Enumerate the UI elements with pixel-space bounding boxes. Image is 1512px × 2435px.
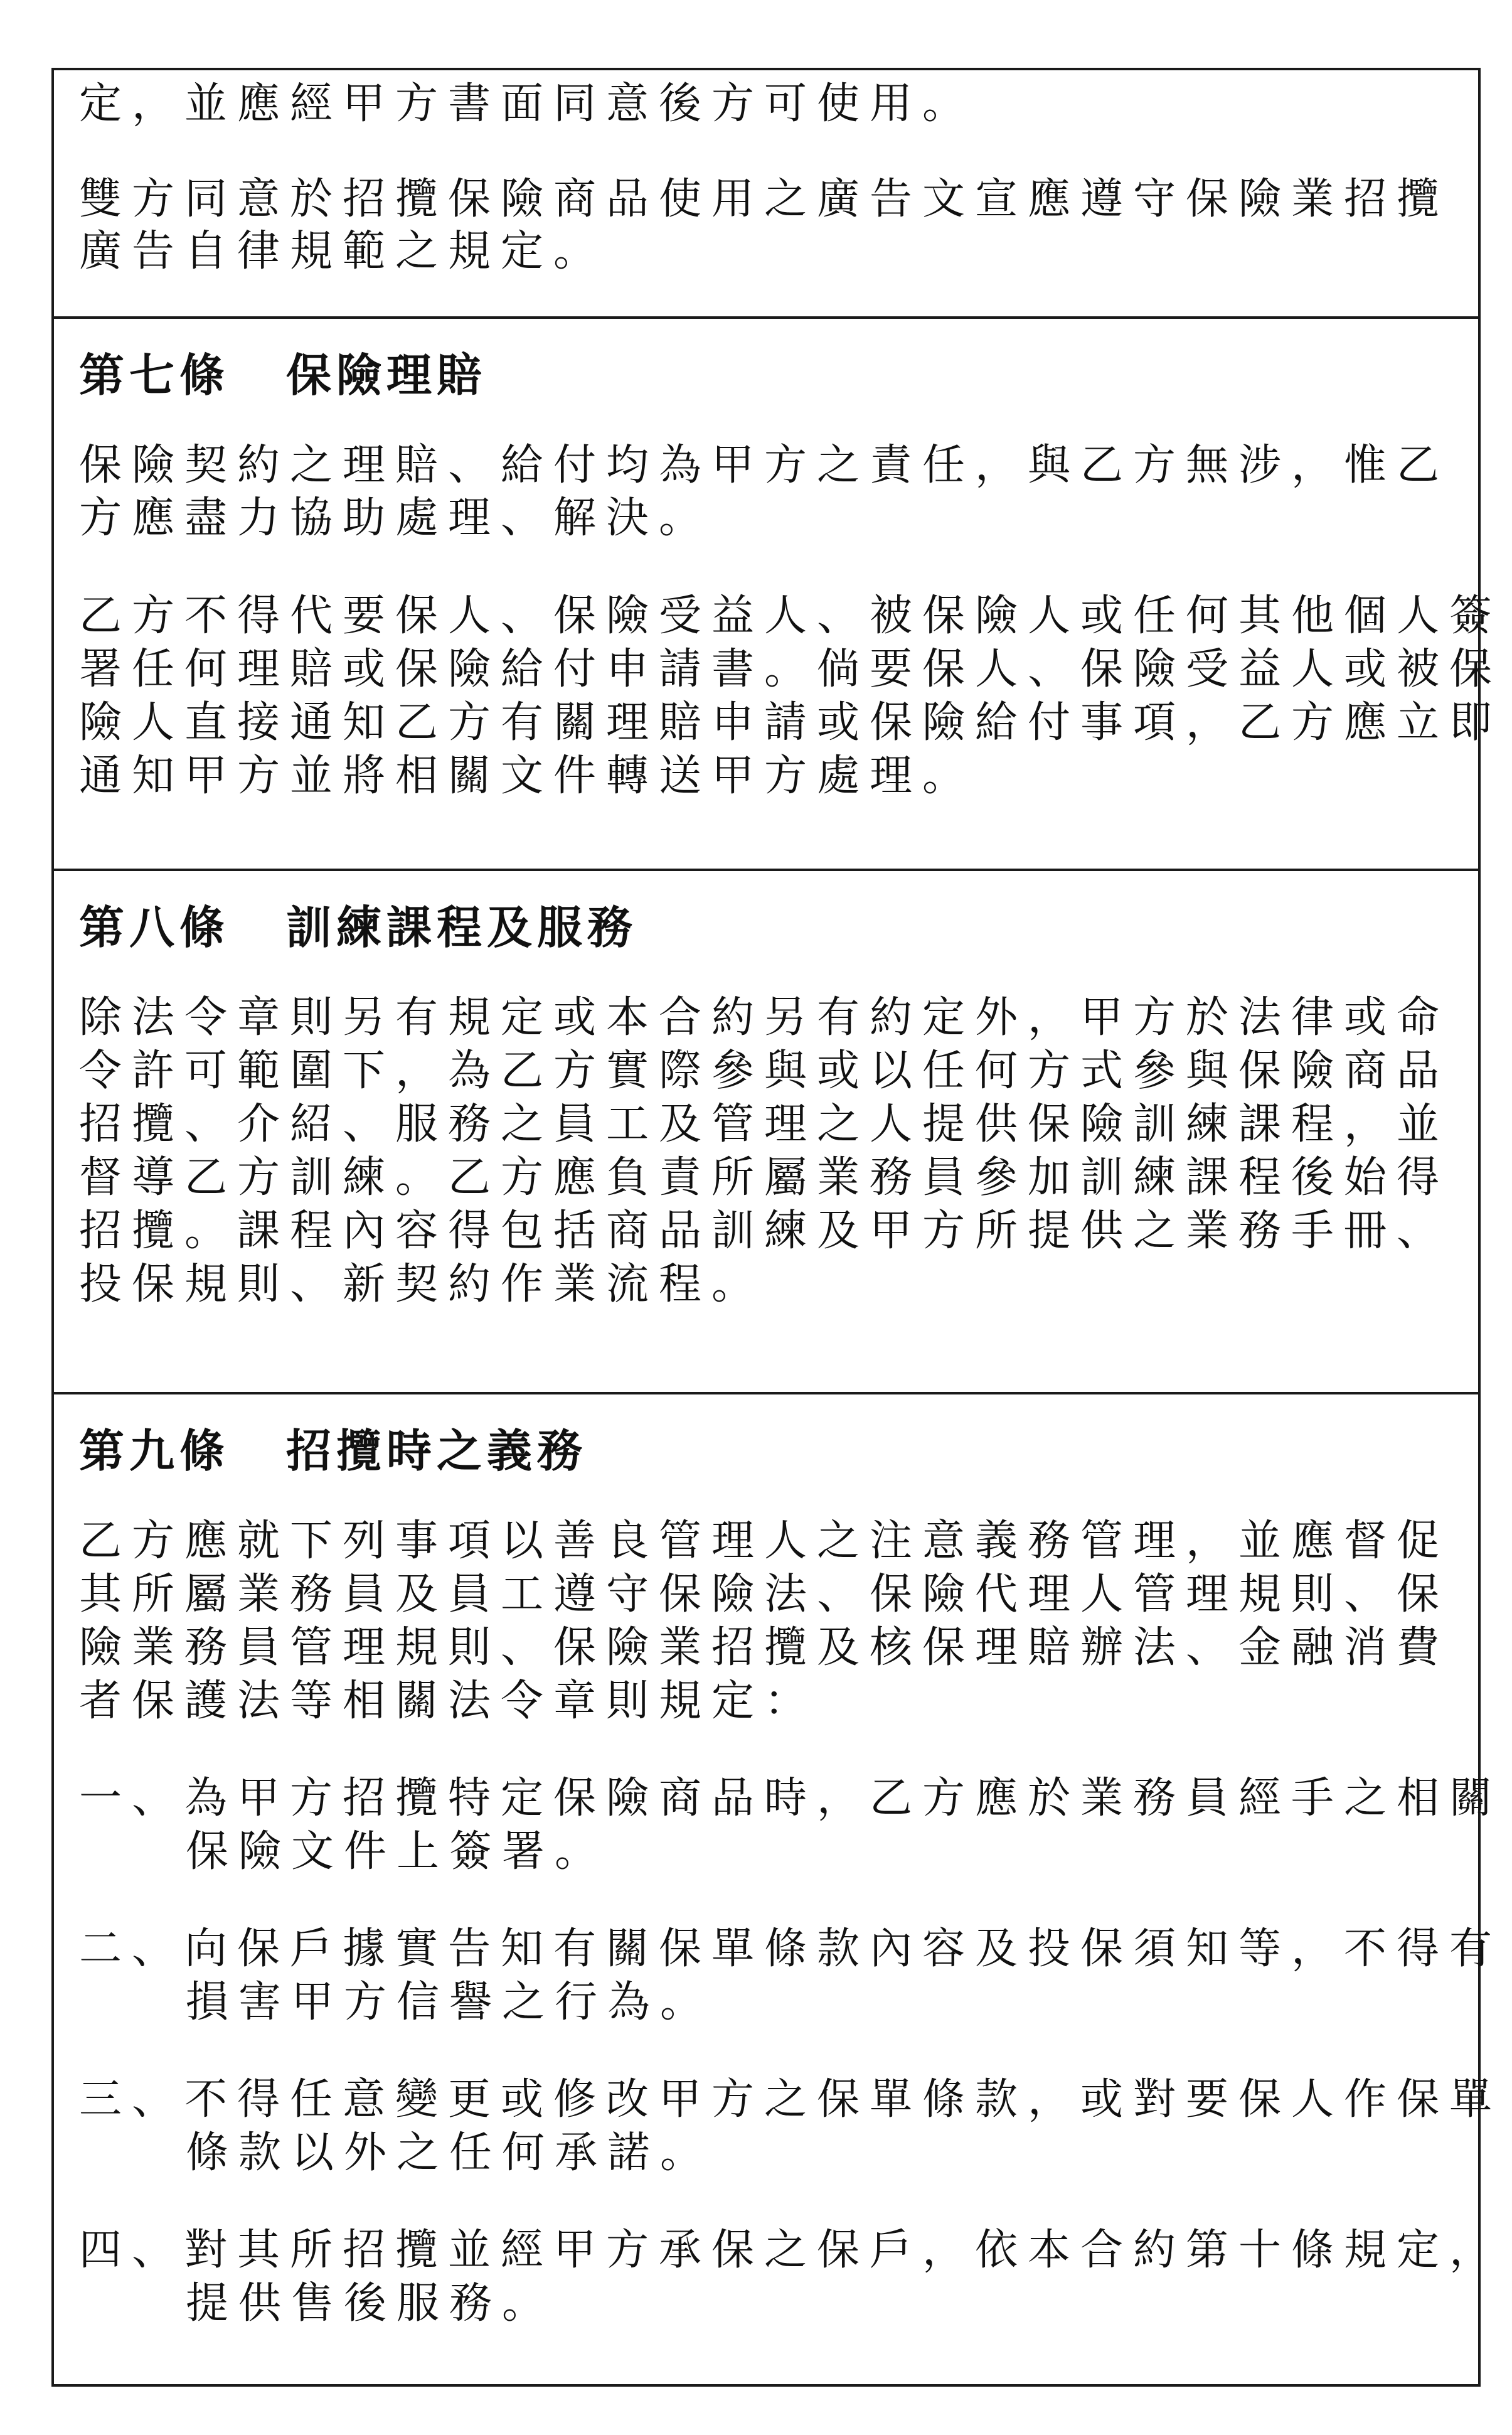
list-item: 三、不得任意變更或修改甲方之保單條款，或對要保人作保單 — [79, 2075, 1503, 2124]
article-heading — [79, 901, 638, 954]
text-line: 通知甲方並將相關文件轉送甲方處理。 — [79, 751, 976, 801]
text-line: 雙方同意於招攬保險商品使用之廣告文宣應遵守保險業招攬 — [79, 174, 1450, 224]
article-title: 招攬時之義務 — [286, 1424, 588, 1477]
section-article-9 — [54, 1394, 1503, 2387]
text-line: 保險契約之理賠、給付均為甲方之責任，與乙方無涉，惟乙 — [79, 441, 1450, 490]
list-item-continuation: 保險文件上簽署。 — [186, 1827, 608, 1876]
text-line: 招攬、介紹、服務之員工及管理之人提供保險訓練課程，並 — [79, 1100, 1450, 1149]
list-item-continuation: 損害甲方信譽之行為。 — [186, 1977, 713, 2027]
article-number: 第九條 — [79, 1424, 230, 1477]
list-item-continuation: 條款以外之任何承諾。 — [186, 2128, 713, 2178]
list-item: 一、為甲方招攬特定保險商品時，乙方應於業務員經手之相關 — [79, 1774, 1503, 1823]
contract-table — [51, 68, 1503, 2387]
text-line: 乙方應就下列事項以善良管理人之注意義務管理，並應督促 — [79, 1516, 1450, 1566]
text-line: 投保規則、新契約作業流程。 — [79, 1260, 765, 1309]
text-line: 廣告自律規範之規定。 — [79, 227, 607, 276]
list-item: 二、向保戶據實告知有關保單條款內容及投保須知等，不得有 — [79, 1924, 1503, 1974]
text-line: 令許可範圍下，為乙方實際參與或以任何方式參與保險商品 — [79, 1046, 1450, 1096]
list-item: 四、對其所招攬並經甲方承保之保戶，依本合約第十條規定， — [79, 2225, 1503, 2275]
text-line: 險業務員管理規則、保險業招攬及核保理賠辦法、金融消費 — [79, 1623, 1450, 1672]
text-line: 險人直接通知乙方有關理賠申請或保險給付事項，乙方應立即 — [79, 698, 1503, 747]
text-line: 除法令章則另有規定或本合約另有約定外，甲方於法律或命 — [79, 993, 1450, 1042]
text-line: 者保護法等相關法令章則規定： — [79, 1676, 817, 1726]
text-line: 乙方不得代要保人、保險受益人、被保險人或任何其他個人簽 — [79, 591, 1503, 641]
text-line: 其所屬業務員及員工遵守保險法、保險代理人管理規則、保 — [79, 1570, 1450, 1619]
article-heading — [79, 348, 487, 402]
article-title: 保險理賠 — [286, 348, 487, 402]
list-item-continuation: 提供售後服務。 — [186, 2279, 555, 2328]
text-line: 方應盡力協助處理、解決。 — [79, 493, 712, 543]
article-title: 訓練課程及服務 — [286, 901, 638, 954]
text-line: 督導乙方訓練。乙方應負責所屬業務員參加訓練課程後始得 — [79, 1153, 1450, 1202]
section-continuation — [54, 70, 1478, 319]
article-number: 第八條 — [79, 901, 230, 954]
article-number: 第七條 — [79, 348, 230, 402]
section-article-7 — [54, 319, 1503, 871]
article-heading — [79, 1424, 588, 1477]
text-line: 招攬。課程內容得包括商品訓練及甲方所提供之業務手冊、 — [79, 1206, 1450, 1256]
text-line: 定，並應經甲方書面同意後方可使用。 — [79, 79, 976, 129]
section-article-8 — [54, 871, 1478, 1394]
text-line: 署任何理賠或保險給付申請書。倘要保人、保險受益人或被保 — [79, 645, 1503, 694]
